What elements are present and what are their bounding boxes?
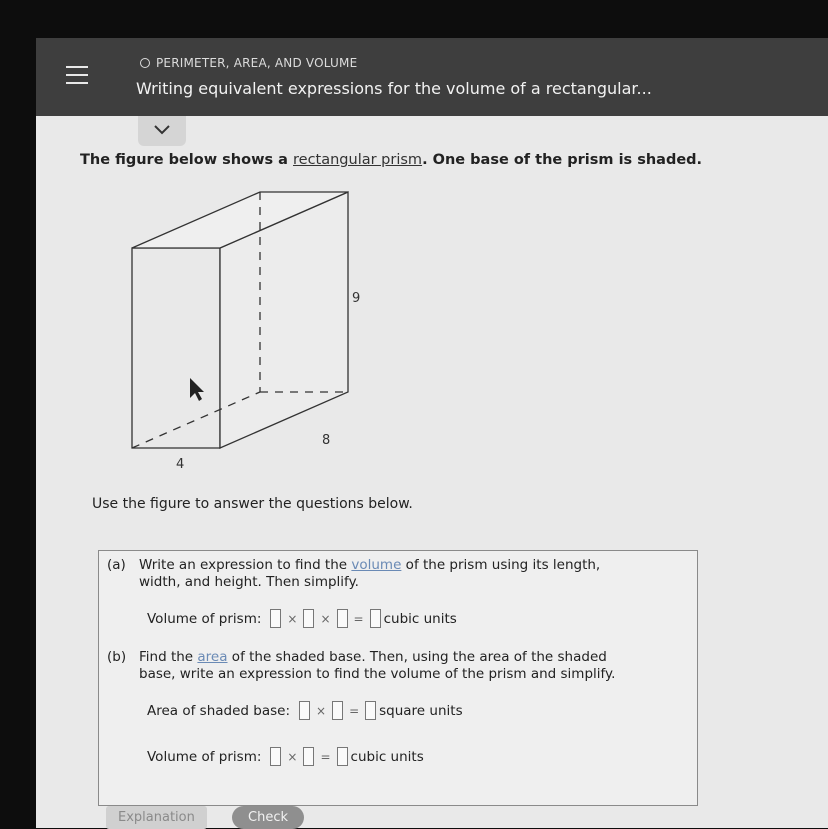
breadcrumb bbox=[140, 56, 357, 70]
area-of-shaded-base-label: Area of shaded base: bbox=[147, 702, 290, 719]
volume-link[interactable]: volume bbox=[351, 557, 402, 573]
collapse-tab[interactable] bbox=[138, 116, 186, 146]
base-width-input[interactable] bbox=[332, 701, 343, 720]
check-button[interactable]: Check bbox=[232, 806, 304, 829]
length-label: 8 bbox=[322, 433, 331, 448]
equals-operator: = bbox=[320, 749, 331, 764]
area-answer-row bbox=[147, 701, 463, 720]
times-operator: × bbox=[287, 749, 298, 764]
volume-of-prism-label-a: Volume of prism: bbox=[147, 610, 262, 627]
footer-actions bbox=[36, 806, 828, 828]
cubic-units-label-b: cubic units bbox=[350, 748, 424, 765]
height-input[interactable] bbox=[337, 609, 348, 628]
width-input[interactable] bbox=[303, 609, 314, 628]
part-a-line2: width, and height. Then simplify. bbox=[139, 574, 359, 590]
cubic-units-label-a: cubic units bbox=[383, 610, 457, 627]
breadcrumb-text: PERIMETER, AREA, AND VOLUME bbox=[156, 56, 358, 70]
hamburger-menu-icon[interactable] bbox=[66, 66, 88, 84]
problem-intro bbox=[80, 152, 702, 168]
prism-figure bbox=[126, 186, 426, 486]
times-operator: × bbox=[287, 611, 298, 626]
topic-circle-icon bbox=[140, 58, 150, 68]
base-length-input[interactable] bbox=[299, 701, 310, 720]
volume-result-input-a[interactable] bbox=[370, 609, 381, 628]
length-input[interactable] bbox=[270, 609, 281, 628]
part-a-label: (a) bbox=[107, 557, 126, 573]
questions-box bbox=[98, 550, 698, 806]
page-title: Writing equivalent expressions for the volume of a rectangular... bbox=[136, 79, 652, 98]
main-content bbox=[36, 116, 828, 828]
times-operator: × bbox=[316, 703, 327, 718]
part-a-question bbox=[107, 557, 600, 591]
part-b-label: (b) bbox=[107, 649, 127, 665]
base-area-input[interactable] bbox=[270, 747, 281, 766]
volume-result-input-b[interactable] bbox=[337, 747, 348, 766]
rectangular-prism-link[interactable]: rectangular prism bbox=[293, 152, 423, 168]
part-a-text-before: Write an expression to find the bbox=[139, 557, 352, 573]
part-a-answer-row bbox=[147, 609, 457, 628]
square-units-label: square units bbox=[379, 702, 463, 719]
part-a-text-after: of the prism using its length, bbox=[401, 557, 601, 573]
top-bar bbox=[36, 38, 828, 116]
instructions-text: Use the figure to answer the questions below. bbox=[92, 496, 413, 512]
shaded-base-face bbox=[132, 248, 220, 448]
prism-height-input[interactable] bbox=[303, 747, 314, 766]
part-b-text-before: Find the bbox=[139, 649, 198, 665]
equals-operator: = bbox=[353, 611, 364, 626]
part-b-volume-row bbox=[147, 747, 424, 766]
part-b-question bbox=[107, 649, 615, 683]
intro-prefix: The figure below shows a bbox=[80, 152, 293, 168]
area-link[interactable]: area bbox=[197, 649, 228, 665]
equals-operator: = bbox=[349, 703, 360, 718]
times-operator: × bbox=[320, 611, 331, 626]
part-b-text-after: of the shaded base. Then, using the area of the shaded bbox=[227, 649, 607, 665]
area-result-input[interactable] bbox=[365, 701, 376, 720]
chevron-down-icon bbox=[154, 125, 170, 135]
explanation-button[interactable]: Explanation bbox=[106, 806, 207, 829]
width-label: 4 bbox=[176, 457, 185, 472]
intro-suffix: . One base of the prism is shaded. bbox=[422, 152, 703, 168]
part-b-line2: base, write an expression to find the volume of the prism and simplify. bbox=[139, 666, 616, 682]
volume-of-prism-label-b: Volume of prism: bbox=[147, 748, 262, 765]
height-label: 9 bbox=[352, 291, 361, 306]
